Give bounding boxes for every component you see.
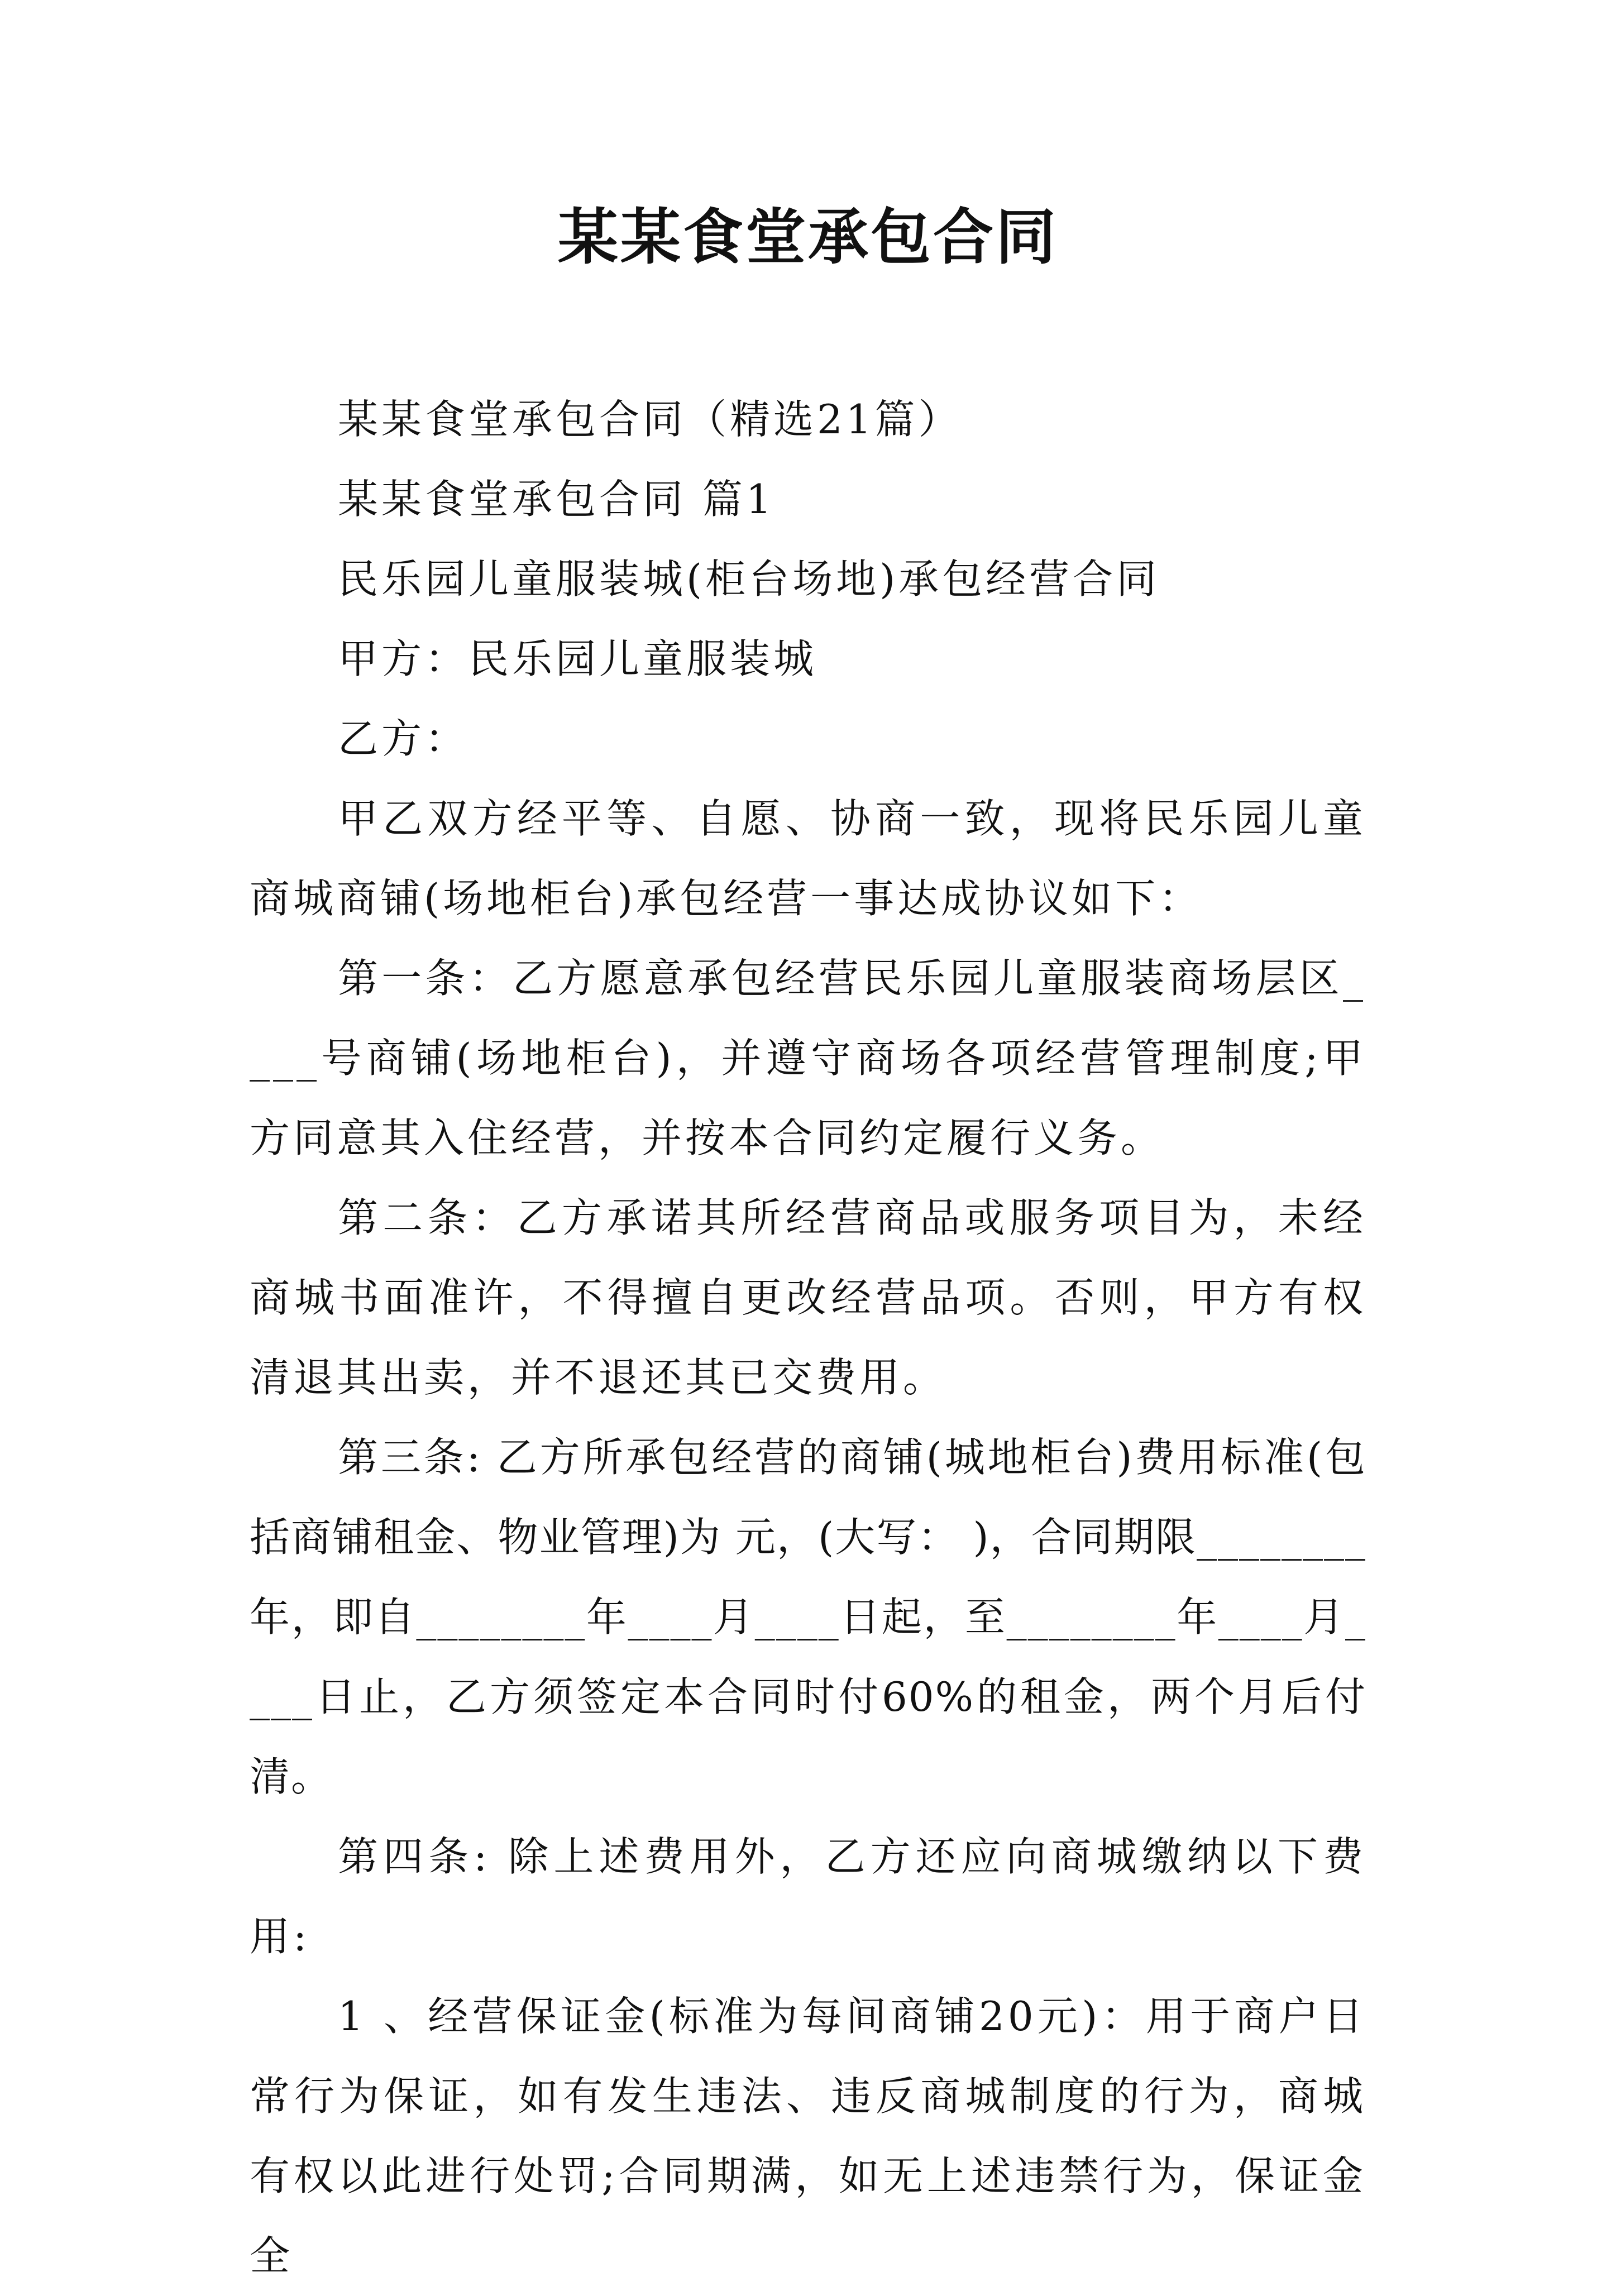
paragraph-article-2: 第二条：乙方承诺其所经营商品或服务项目为，未经商城书面准许，不得擅自更改经营品项。否则，甲方有权清退其出卖，并不退还其已交费用。 xyxy=(250,1194,1366,1401)
document-body xyxy=(250,380,1366,2296)
paragraph-subtitle: 某某食堂承包合同（精选21篇） xyxy=(338,396,962,443)
paragraph-article-4: 第四条: 除上述费用外，乙方还应向商城缴纳以下费用: xyxy=(250,1833,1366,1960)
paragraph-preamble: 甲乙双方经平等、自愿、协商一致，现将民乐园儿童商城商铺(场地柜台)承包经营一事达成协议如下： xyxy=(250,795,1366,922)
paragraph-item-1: 1 、经营保证金(标准为每间商铺20元)：用于商户日常行为保证，如有发生违法、违反商城制度的行为，商城有权以此进行处罚;合同期满，如无上述违禁行为，保证金全 xyxy=(250,1993,1366,2279)
paragraph-section-heading: 某某食堂承包合同 篇1 xyxy=(338,476,775,523)
paragraph-article-3: 第三条: 乙方所承包经营的商铺(城地柜台)费用标准(包括商铺租金、物业管理)为 元，(大写： )，合同期限________年，即自________年____月____日起，至________年____月____日止，乙方须签定本合同时付60%的租金，两个月后付清。 xyxy=(250,1434,1366,1800)
document-title: 某某食堂承包合同 xyxy=(557,202,1058,272)
paragraph-party-b: 乙方： xyxy=(338,715,469,762)
paragraph-article-1: 第一条：乙方愿意承包经营民乐园儿童服装商场层区____号商铺(场地柜台)，并遵守商场各项经营管理制度;甲方同意其入住经营，并按本合同约定履行义务。 xyxy=(250,955,1366,1161)
paragraph-contract-name: 民乐园儿童服装城(柜台场地)承包经营合同 xyxy=(338,556,1160,602)
paragraph-party-a: 甲方：民乐园儿童服装城 xyxy=(338,635,817,682)
